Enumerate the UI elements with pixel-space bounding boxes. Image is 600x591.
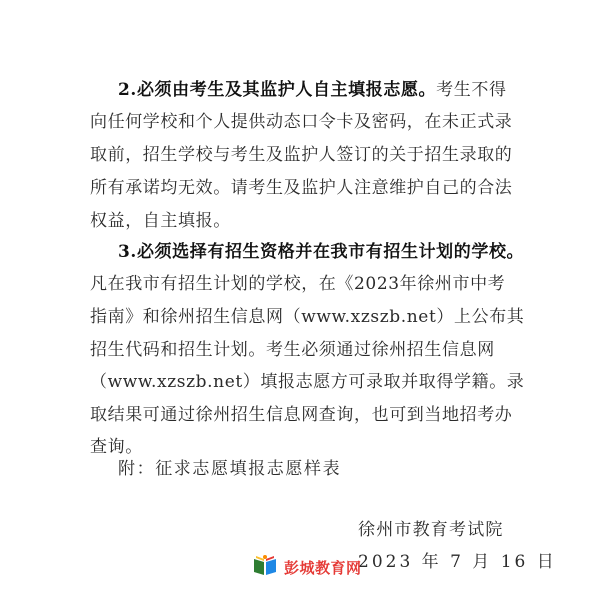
- item2-heading: 2.必须由考生及其监护人自主填报志愿。: [118, 80, 437, 100]
- item3-heading: 3.必须选择有招生资格并在我市有招生计划的学校。: [118, 242, 525, 262]
- item3-line: 查询。: [90, 437, 143, 457]
- book-logo-icon: [252, 553, 278, 581]
- issuing-organization: 徐州市教育考试院: [358, 520, 504, 540]
- watermark-text: 彭城教育网: [284, 558, 362, 577]
- item2-line-0b: 考生不得: [436, 80, 507, 100]
- item2-first-line: [118, 80, 507, 100]
- item3-line: 招生代码和招生计划。考生必须通过徐州招生信息网: [90, 340, 495, 360]
- attachment-note: 附：征求志愿填报志愿样表: [118, 459, 342, 479]
- issue-date: 2023 年 7 月 16 日: [358, 552, 557, 572]
- item2-line: 取前，招生学校与考生及监护人签订的关于招生录取的: [90, 145, 513, 165]
- item2-line: 权益，自主填报。: [90, 211, 231, 231]
- site-watermark: [252, 553, 362, 581]
- item3-line: （www.xzszb.net）填报志愿方可录取并取得学籍。录: [90, 372, 525, 392]
- item3-line: 指南》和徐州招生信息网（www.xzszb.net）上公布其: [90, 307, 525, 327]
- item2-line: 向任何学校和个人提供动态口令卡及密码，在未正式录: [90, 112, 513, 132]
- item3-line: 凡在我市有招生计划的学校，在《2023年徐州市中考: [90, 274, 506, 294]
- item3-line: 取结果可通过徐州招生信息网查询，也可到当地招考办: [90, 405, 513, 425]
- item2-line: 所有承诺均无效。请考生及监护人注意维护自己的合法: [90, 178, 513, 198]
